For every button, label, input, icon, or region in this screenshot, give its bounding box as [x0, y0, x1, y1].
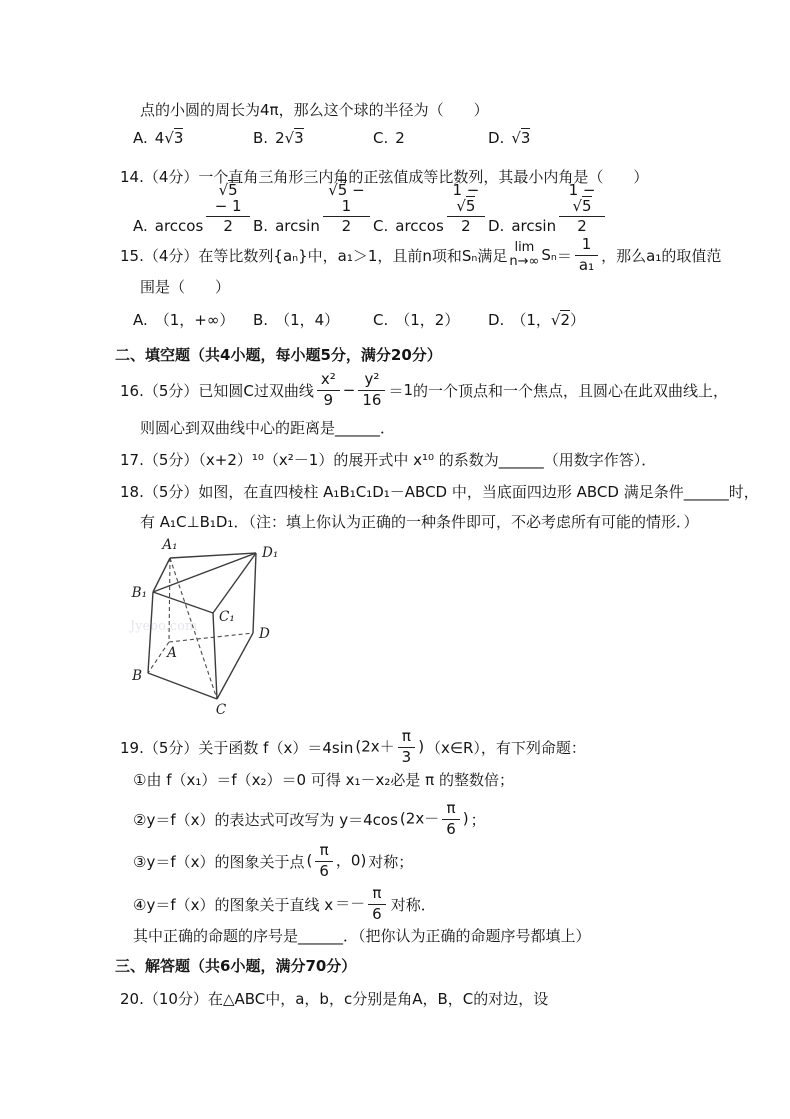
- function-argument-group: (2x＋ $\frac{\pi}{3}$ ): [355, 727, 425, 766]
- option-13-d: [488, 129, 608, 147]
- fraction: $\frac{\pi}{6}$: [368, 885, 386, 923]
- fraction: $\frac{\text{y²}}{16}$: [358, 371, 385, 409]
- option-15-d: [488, 309, 608, 330]
- vertex-label-c1: C₁: [219, 609, 235, 625]
- inverse-trig-function: arcsin: [511, 217, 557, 235]
- prism-figure: [128, 536, 298, 721]
- question-19-item-1: ①由 f（x₁）＝f（x₂）＝0 可得 x₁－x₂必是 π 的整数倍；: [133, 771, 514, 789]
- fraction: √ $\frac{5 - 1}{2}$: [323, 182, 370, 235]
- option-14-a: [133, 180, 253, 236]
- option-label: C.: [373, 129, 389, 147]
- vertex-label-d: D: [259, 626, 270, 642]
- option-label: A.: [133, 310, 148, 329]
- vertex-label-c: C: [215, 702, 227, 718]
- option-value: 2: [395, 129, 405, 147]
- fraction: $\frac{\text{x²}}{9}$: [317, 371, 340, 409]
- question-16-line2: 则圆心到双曲线中心的距离是______．: [140, 419, 396, 437]
- limit-expression: lim n→∞: [509, 239, 540, 269]
- option-value: [511, 129, 530, 147]
- option-label: B.: [253, 129, 269, 147]
- symmetry-line-group: ＝－ $\frac{\pi}{6}$: [335, 885, 389, 923]
- fraction: $\frac{\pi}{3}$: [398, 728, 416, 766]
- question-19-item-4: ④y＝f（x）的图象关于直线 x ＝－ $\frac{\pi}{6}$ 对称．: [133, 884, 436, 923]
- option-15-a: [133, 309, 253, 330]
- question-18-line1: 18.（5分）如图，在直四棱柱 A₁B₁C₁D₁－ABCD 中，当底面四边形 ABCD 满足条件______时，: [120, 483, 759, 501]
- option-value: （1，4）: [275, 311, 340, 329]
- question-17-stem: 17.（5分）（x+2）¹⁰（x²－1）的展开式中 x¹⁰ 的系数为______（用数字作答）．: [120, 451, 657, 469]
- sqrt-expression: √ 5: [219, 180, 238, 199]
- option-15-b: [253, 309, 373, 330]
- sqrt-expression: √ 3: [511, 128, 530, 147]
- option-value: 4 √ 3: [155, 129, 184, 147]
- question-19-item-3: ③y＝f（x）的图象关于点 ( $\frac{\pi}{6}$ ，0) 对称；: [133, 841, 414, 880]
- question-13-options: [133, 129, 608, 147]
- inverse-trig-function: arccos: [395, 217, 444, 235]
- question-19-footer: 其中正确的命题的序号是______．（把你认为正确的命题序号都填上）: [133, 927, 591, 945]
- option-13-b: [253, 129, 373, 147]
- sqrt-expression: √ 5: [456, 196, 475, 215]
- option-label: D.: [488, 129, 505, 147]
- option-label: D.: [488, 310, 505, 329]
- question-15-stem-line2: 围是（ ）: [140, 278, 231, 296]
- option-label: A.: [133, 217, 148, 235]
- question-13-continuation: 点的小圆的周长为4π，那么这个球的半径为（ ）: [140, 101, 489, 119]
- fraction: $\frac{1 - √ 5}{2}$: [559, 182, 605, 235]
- question-16-stem: 16.（5分）已知圆C过双曲线 $\frac{\text{x²}}{9}$ − $\frac{\text{y²}}{16}$ ＝ 1 的一个顶点和一个焦点，且圆心在此双曲线上，: [120, 370, 729, 409]
- option-label: C.: [373, 217, 389, 235]
- option-value: 2 √ 3: [275, 129, 304, 147]
- fraction: $\frac{1}{\text{a₁}}$: [575, 236, 598, 274]
- option-label: B.: [253, 217, 269, 235]
- vertex-label-b: B: [132, 668, 142, 684]
- question-18-line2: 有 A₁C⊥B₁D₁．（注：填上你认为正确的一种条件即可，不必考虑所有可能的情形．）: [140, 513, 699, 531]
- question-20-stem: 20.（10分）在△ABC中，a，b，c分别是角A，B，C的对边，设: [120, 990, 549, 1008]
- option-15-c: [373, 309, 488, 330]
- sqrt-expression: √ 5: [328, 180, 347, 199]
- question-19-stem: 19.（5分）关于函数 f（x）＝4sin (2x＋ $\frac{\pi}{3}$ ) （x∈R），有下列命题：: [120, 727, 586, 766]
- watermark: Jyeoo.com: [130, 619, 198, 634]
- option-13-c: [373, 129, 488, 147]
- sqrt-expression: √ 3: [164, 128, 183, 147]
- option-value: （1，2）: [395, 311, 460, 329]
- inverse-trig-function: arccos: [154, 217, 204, 235]
- vertex-label-d1: D₁: [262, 545, 279, 561]
- option-label: A.: [133, 129, 148, 147]
- sqrt-expression: √ 3: [285, 128, 304, 147]
- question-14-options: [133, 180, 608, 236]
- question-15-stem: 15.（4分）在等比数列{aₙ}中，a₁＞1，且前n项和Sₙ满足 lim n→∞ Sₙ ＝ $\frac{1}{\text{a₁}}$ ，那么a₁的取值范: [120, 235, 722, 274]
- option-label: C.: [373, 310, 389, 329]
- fraction: $\frac{\pi}{6}$: [315, 842, 333, 880]
- fraction: √ $\frac{5 - 1}{2}$: [206, 182, 250, 235]
- option-value: （1，+∞）: [154, 311, 235, 329]
- fraction: $\frac{\pi}{6}$: [442, 800, 460, 838]
- sqrt-expression: √ 5: [572, 196, 591, 215]
- inverse-trig-function: arcsin: [275, 217, 320, 235]
- fraction: $\frac{1 - √ 5}{2}$: [447, 182, 485, 235]
- vertex-label-b1: B₁: [131, 585, 147, 601]
- section-2-header: 二、填空题（共4小题，每小题5分，满分20分）: [115, 346, 442, 364]
- question-15-options: [133, 309, 608, 330]
- option-value: （1， √ 2）: [511, 309, 585, 330]
- vertex-label-a: A: [167, 645, 177, 661]
- question-14-stem: 14.（4分）一个直角三角形三内角的正弦值成等比数列，其最小内角是（ ）: [120, 168, 649, 186]
- section-3-header: 三、解答题（共6小题，满分70分）: [115, 957, 357, 975]
- sqrt-expression: √ 2: [551, 310, 570, 329]
- option-label: B.: [253, 310, 269, 329]
- option-13-a: [133, 129, 253, 147]
- vertex-label-a1: A₁: [162, 537, 178, 553]
- function-argument-group: (2x－ $\frac{\pi}{6}$ ): [399, 799, 469, 838]
- option-14-b: [253, 180, 373, 236]
- question-19-item-2: ②y＝f（x）的表达式可改写为 y＝4cos (2x－ $\frac{\pi}{6}$ ) ；: [133, 799, 486, 838]
- option-14-c: [373, 180, 488, 236]
- option-label: D.: [488, 217, 505, 235]
- option-14-d: [488, 180, 608, 236]
- symmetry-point-group: ( $\frac{\pi}{6}$ ，0): [306, 841, 367, 880]
